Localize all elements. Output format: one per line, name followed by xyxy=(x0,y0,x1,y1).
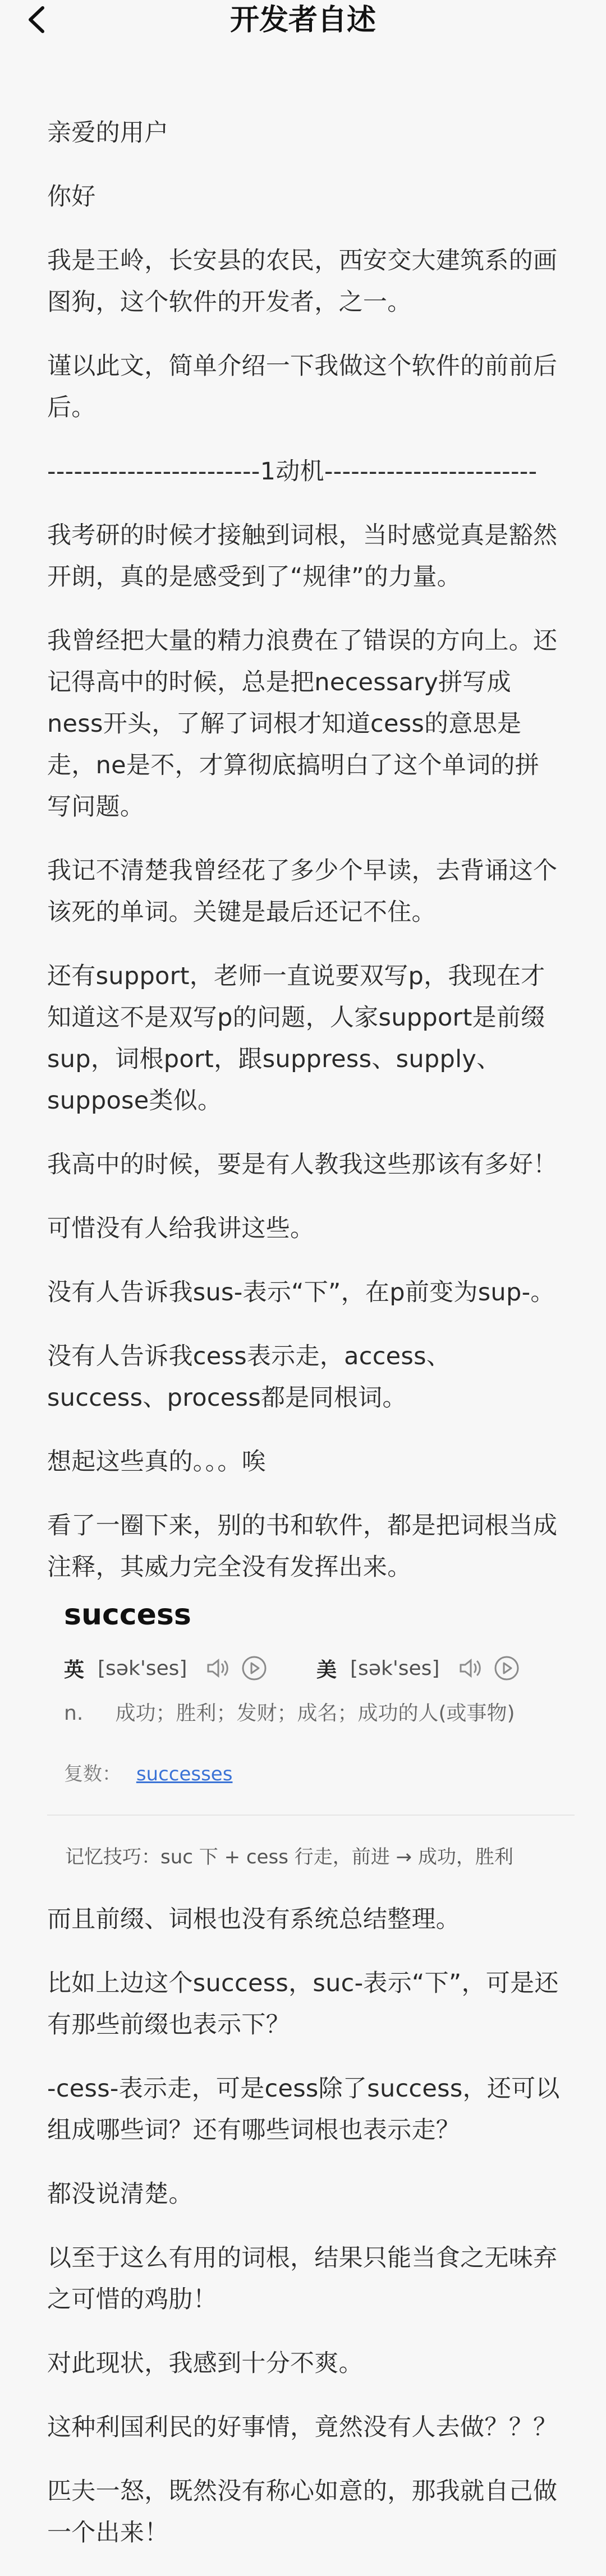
paragraph: 我是王岭，长安县的农民，西安交大建筑系的画图狗，这个软件的开发者，之一。 xyxy=(47,247,558,316)
back-button[interactable] xyxy=(22,3,55,36)
plural-label: 复数： xyxy=(64,1763,121,1785)
paragraph: 谨以此文，简单介绍一下我做这个软件的前前后后。 xyxy=(47,352,558,422)
paragraph: 我考研的时候才接触到词根，当时感觉真是豁然开朗，真的是感受到了“规律”的力量。 xyxy=(47,521,558,591)
plural-link[interactable]: successes xyxy=(136,1763,233,1785)
paragraph: 你好 xyxy=(47,183,96,211)
top-bar xyxy=(0,0,606,44)
plural-row xyxy=(64,1758,232,1786)
chevron-left-icon xyxy=(22,3,55,36)
uk-label: 英 xyxy=(64,1658,85,1682)
paragraph: 没有人告诉我cess表示走，access、success、process都是同根词。 xyxy=(47,1342,451,1412)
paragraph: 想起这些真的。。。唉 xyxy=(47,1448,266,1476)
section-divider: ------------------------1动机------------------------ xyxy=(47,458,538,486)
paragraph: 对此现状，我感到十分不爽。 xyxy=(47,2349,363,2378)
article-body xyxy=(47,112,563,1610)
paragraph: 都没说清楚。 xyxy=(47,2180,193,2208)
paragraph: 可惜没有人给我讲这些。 xyxy=(47,1215,315,1243)
page-title: 开发者自述 xyxy=(229,3,376,37)
play-circle-icon[interactable] xyxy=(240,1654,269,1683)
paragraph: 以至于这么有用的词根，结果只能当食之无味弃之可惜的鸡肋！ xyxy=(47,2244,558,2314)
paragraph: 这种利国利民的好事情，竟然没有人去做？？？ xyxy=(47,2413,558,2441)
paragraph: 看了一圈下来，别的书和软件，都是把词根当成注释，其威力完全没有发挥出来。 xyxy=(47,1512,558,1581)
pronunciation-uk xyxy=(64,1651,269,1685)
speaker-icon[interactable] xyxy=(456,1654,485,1683)
dictionary-card xyxy=(47,1581,575,1816)
speaker-icon[interactable] xyxy=(204,1654,233,1683)
paragraph: 亲爱的用户 xyxy=(47,119,169,147)
memory-tip-row xyxy=(0,1829,606,1891)
part-of-speech: n. xyxy=(64,1702,84,1725)
paragraph: 我高中的时候，要是有人教我这些那该有多好！ xyxy=(47,1151,558,1179)
uk-ipa: [sək'ses] xyxy=(98,1656,187,1680)
pronunciation-us xyxy=(316,1651,521,1685)
paragraph: 我记不清楚我曾经花了多少个早读，去背诵这个该死的单词。关键是最后还记不住。 xyxy=(47,857,558,926)
memory-tip: 记忆技巧：suc 下 + cess 行走，前进 → 成功，胜利 xyxy=(65,1846,513,1868)
us-label: 美 xyxy=(316,1658,337,1682)
definition-text: 成功；胜利；发财；成名；成功的人(或事物) xyxy=(115,1702,515,1725)
paragraph: 而且前缀、词根也没有系统总结整理。 xyxy=(47,1905,461,1933)
play-circle-icon[interactable] xyxy=(492,1654,521,1683)
paragraph: 没有人告诉我sus-表示“下”，在p前变为sup-。 xyxy=(47,1278,555,1307)
paragraph: 比如上边这个success，suc-表示“下”，可是还有那些前缀也表示下？ xyxy=(47,1969,559,2039)
paragraph: 还有support，老师一直说要双写p，我现在才知道这不是双写p的问题，人家support是前缀sup，词根port，跟suppress、supply、suppose类似。 xyxy=(47,962,545,1115)
paragraph: -cess-表示走，可是cess除了success，还可以组成哪些词？还有哪些词根也表示走？ xyxy=(47,2075,560,2144)
article-body-continued xyxy=(47,1899,563,2576)
paragraph: 匹夫一怒，既然没有称心如意的，那我就自己做一个出来！ xyxy=(47,2477,558,2547)
dictionary-word: success xyxy=(64,1598,191,1632)
us-ipa: [sək'ses] xyxy=(350,1656,440,1680)
definition-row xyxy=(64,1697,515,1726)
paragraph: 我曾经把大量的精力浪费在了错误的方向上。还记得高中的时候，总是把necessary拼写成ness开头，了解了词根才知道cess的意思是走，ne是不，才算彻底搞明白了这个单词的拼写问题。 xyxy=(47,627,558,821)
